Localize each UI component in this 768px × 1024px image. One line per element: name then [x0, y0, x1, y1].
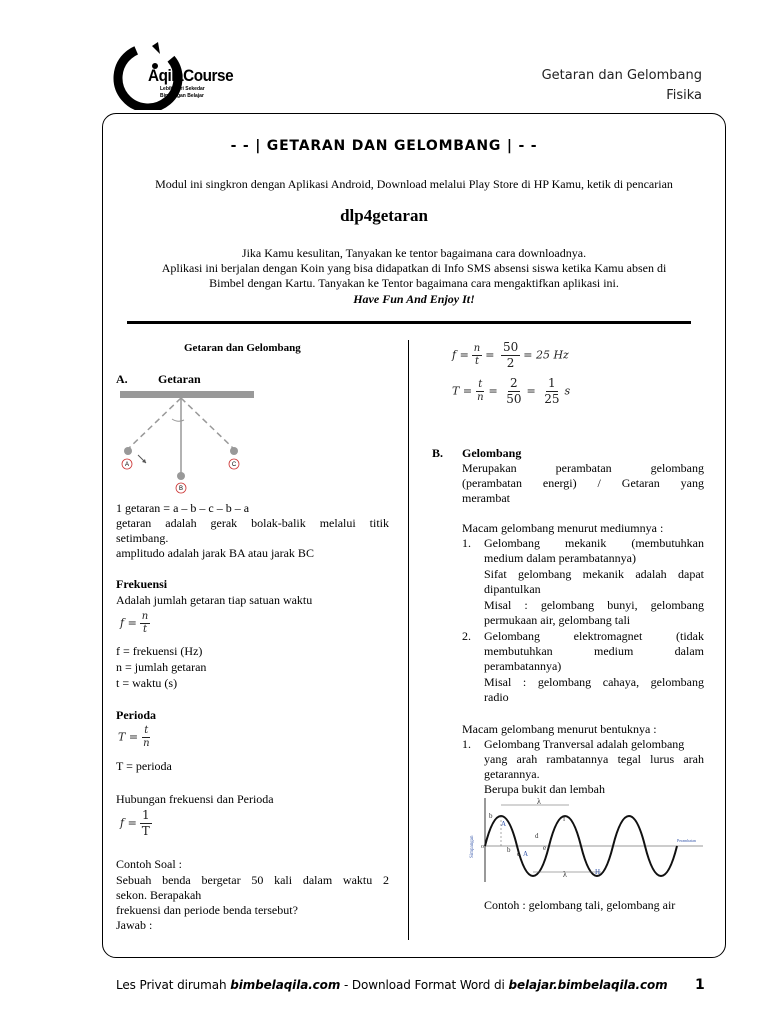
- bentuk-heading: Macam gelombang menurut bentuknya :: [462, 722, 657, 736]
- hubungan-heading: Hubungan frekuensi dan Perioda: [116, 792, 274, 806]
- gelombang-def-1: Merupakan perambatan gelombang: [462, 461, 704, 475]
- medium-item-2-number: 2.: [462, 629, 471, 643]
- contoh-soal-heading: Contoh Soal :: [116, 857, 183, 871]
- brand-tagline-2: Bimbingan Belajar: [160, 93, 204, 99]
- medium-item-1-number: 1.: [462, 536, 471, 550]
- wave-label-amplitude-top: A: [501, 820, 507, 828]
- hubungan-formula: f = $\frac{1}{T}$: [120, 808, 150, 838]
- section-b-title: Gelombang: [462, 446, 522, 460]
- app-name: dlp4getaran: [340, 206, 428, 225]
- brand-name: AqilaCourse: [148, 66, 234, 85]
- header-subject-name: Fisika: [666, 88, 702, 103]
- wave-xlabel: Perambatan: [677, 838, 696, 843]
- medium-item-1-line-3: Sifat gelombang mekanik adalah dapat: [484, 567, 704, 581]
- header-topic: Getaran dan Gelombang: [541, 68, 702, 83]
- intro-line-3: Aplikasi ini berjalan dengan Koin yang bisa didapatkan di Info SMS absensi siswa ketika Kamu absen di: [161, 261, 667, 275]
- perioda-title: Perioda: [116, 708, 156, 722]
- wave-label-amplitude: A: [523, 850, 529, 858]
- frekuensi-title: Frekuensi: [116, 577, 168, 591]
- intro-line-4: Bimbel dengan Kartu. Tanyakan ke Tentor bagaimana cara mengaktifkan aplikasi ini.: [209, 276, 619, 290]
- gelombang-def-2: (perambatan energi) / Getaran yang: [462, 476, 704, 490]
- medium-item-2-line-4: Misal : gelombang cahaya, gelombang: [484, 675, 704, 689]
- intro-line-2: Jika Kamu kesulitan, Tanyakan ke tentor bagaimana cara downloadnya.: [241, 246, 587, 260]
- intro-line-1: Modul ini singkron dengan Aplikasi Android, Download melalui Play Store di HP Kamu, ketik di pencarian: [155, 177, 673, 191]
- perioda-formula: T = $\frac{t}{n}$: [118, 725, 150, 749]
- wave-label-e: e: [543, 844, 547, 852]
- wave-lambda-top: λ: [537, 797, 541, 806]
- bentuk-item-1-line-3: getarannya.: [484, 767, 540, 781]
- medium-item-1-line-2: medium dalam perambatannya): [484, 551, 636, 565]
- wave-example: Contoh : gelombang tali, gelombang air: [484, 898, 676, 912]
- soal-line-3: frekuensi dan periode benda tersebut?: [116, 903, 298, 917]
- wave-label-f: f: [563, 815, 566, 823]
- frekuensi-var-f: f = frekuensi (Hz): [116, 644, 203, 658]
- frekuensi-formula: f = $\frac{n}{t}$: [120, 611, 149, 635]
- wave-label-b: b: [507, 846, 511, 854]
- frekuensi-var-t: t = waktu (s): [116, 676, 178, 690]
- page-number: 1: [695, 977, 705, 993]
- medium-item-1-line-4: dipantulkan: [484, 582, 541, 596]
- medium-item-2-line-2: membutuhkan medium dalam: [484, 644, 704, 658]
- footer-mid: - Download Format Word di: [340, 978, 509, 992]
- soal-line-2: sekon. Berapakah: [116, 888, 202, 902]
- wave-label-b-top: b: [489, 812, 493, 820]
- transverse-wave-figure: [465, 796, 710, 886]
- pendulum-figure: [110, 385, 260, 495]
- wave-label-c: c: [517, 850, 521, 858]
- section-a-title: Getaran: [158, 372, 201, 386]
- footer-link-site[interactable]: bimbelaqila.com: [230, 978, 341, 992]
- medium-heading: Macam gelombang menurut mediumnya :: [462, 521, 664, 535]
- bentuk-item-1-line-1: Gelombang Tranversal adalah gelombang: [484, 737, 685, 751]
- amplitudo-def: amplitudo adalah jarak BA atau jarak BC: [116, 546, 314, 560]
- bentuk-item-1-line-4: Berupa bukit dan lembah: [484, 782, 605, 796]
- brand-tagline-1: Lebih dari Sekedar: [160, 86, 205, 92]
- jawab-frekuensi-formula: f = $\frac{n}{t}$ = $\frac{50}{2}$ = 25 Hz: [452, 340, 569, 370]
- wave-lambda-bottom: λ: [563, 870, 567, 879]
- column-divider: [408, 340, 409, 940]
- left-heading: Getaran dan Gelombang: [184, 342, 301, 354]
- getaran-cycle: 1 getaran = a – b – c – b – a: [116, 501, 250, 515]
- medium-item-1-line-6: permukaan air, gelombang tali: [484, 613, 631, 627]
- wave-label-d: d: [535, 832, 539, 840]
- footer-pre: Les Privat dirumah: [116, 978, 231, 992]
- pendulum-label-c: C: [231, 462, 237, 468]
- medium-item-1-line-5: Misal : gelombang bunyi, gelombang: [484, 598, 704, 612]
- wave-label-h: H: [595, 868, 601, 876]
- section-b-number: B.: [432, 446, 444, 460]
- divider-rule: [127, 321, 691, 324]
- frekuensi-def: Adalah jumlah getaran tiap satuan waktu: [116, 593, 313, 607]
- medium-item-2-line-3: perambatannya): [484, 659, 562, 673]
- soal-line-1: Sebuah benda bergetar 50 kali dalam waktu 2: [116, 873, 389, 887]
- jawab-perioda-formula: T = $\frac{t}{n}$ = $\frac{2}{50}$ = $\frac{1}{25}$ s: [452, 376, 571, 406]
- wave-ylabel: Simpangan: [470, 835, 475, 858]
- pendulum-label-a: A: [124, 462, 130, 468]
- medium-item-1-line-1: Gelombang mekanik (membutuhkan: [484, 536, 704, 550]
- medium-item-2-line-5: radio: [484, 690, 509, 704]
- perioda-var-t: T = perioda: [116, 759, 172, 773]
- medium-item-2-line-1: Gelombang elektromagnet (tidak: [484, 629, 704, 643]
- jawab-label: Jawab :: [116, 918, 153, 932]
- intro-motto: Have Fun And Enjoy It!: [353, 292, 475, 306]
- pendulum-label-b: B: [178, 486, 184, 492]
- page-title: - - | GETARAN DAN GELOMBANG | - -: [230, 138, 538, 154]
- footer-text: [116, 978, 668, 992]
- getaran-def-2: setimbang.: [116, 531, 169, 545]
- header-subject: [542, 66, 702, 106]
- footer-link-belajar[interactable]: belajar.bimbelaqila.com: [508, 978, 668, 992]
- section-a-number: A.: [116, 372, 128, 386]
- bentuk-item-1-number: 1.: [462, 737, 471, 751]
- gelombang-def-3: merambat: [462, 491, 510, 505]
- getaran-def-1: getaran adalah gerak bolak-balik melalui titik: [116, 516, 389, 530]
- bentuk-item-1-line-2: yang arah rambatannya tegal lurus arah: [484, 752, 704, 766]
- wave-label-origin: o: [481, 844, 484, 850]
- frekuensi-var-n: n = jumlah getaran: [116, 660, 207, 674]
